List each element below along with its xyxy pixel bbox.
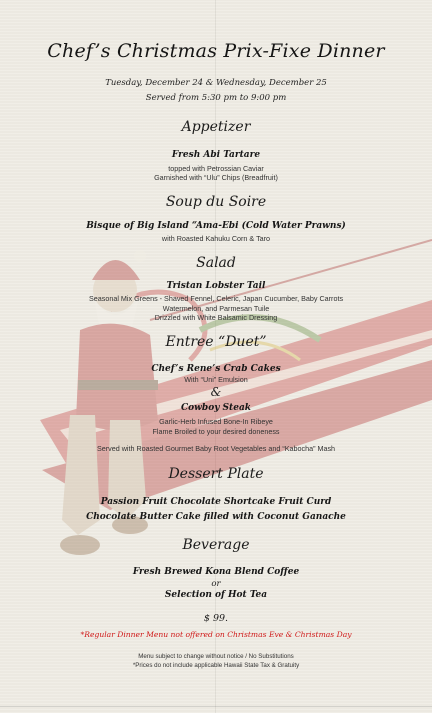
appetizer-desc-1: topped with Petrossian Caviar	[168, 164, 264, 173]
entree-dish-2-desc-1: Garlic-Herb Infused Bone-In Ribeye	[159, 417, 273, 426]
beverage-line-1: Fresh Brewed Kona Blend Coffee	[132, 567, 300, 577]
dessert-dish-1: Passion Fruit Chocolate Shortcake Fruit Curd	[100, 497, 332, 507]
appetizer-dish: Fresh Abi Tartare	[171, 150, 261, 160]
salad-desc-2: Watermelon, and Parmesan Tuile	[162, 304, 270, 313]
beverage-or: or	[211, 579, 221, 589]
appetizer-desc-2: Garnished with “Ulu” Chips (Breadfruit)	[154, 173, 278, 182]
entree-dish-1-desc: With “Uni” Emulsion	[184, 375, 248, 384]
section-salad-heading: Salad	[196, 255, 236, 271]
beverage-line-2: Selection of Hot Tea	[164, 590, 268, 600]
served-hours: Served from 5:30 pm to 9:00 pm	[145, 93, 287, 103]
entree-served-with: Served with Roasted Gourmet Baby Root Vegetables and “Kabocha” Mash	[96, 444, 336, 453]
menu-price: $ 99.	[203, 613, 229, 624]
menu-title: Chef’s Christmas Prix-Fixe Dinner	[47, 40, 385, 62]
section-dessert-heading: Dessert Plate	[168, 466, 264, 482]
regular-menu-note: *Regular Dinner Menu not offered on Christmas Eve & Christmas Day	[80, 630, 352, 639]
dates-line: Tuesday, December 24 & Wednesday, December 25	[105, 78, 327, 88]
section-entree-heading: Entree “Duet”	[165, 334, 267, 350]
salad-desc-3: Drizzled with White Balsamic Dressing	[154, 313, 278, 322]
fine-print-2: *Prices do not include applicable Hawaii State Tax & Gratuity	[132, 662, 300, 669]
fine-print-1: Menu subject to change without notice / No Substitutions	[138, 653, 294, 660]
section-appetizer-heading: Appetizer	[181, 119, 251, 135]
salad-desc-1: Seasonal Mix Greens - Shaved Fennel, Celeric, Japan Cucumber, Baby Carrots	[88, 294, 344, 303]
entree-dish-1: Chef’s Rene’s Crab Cakes	[151, 364, 281, 374]
section-beverage-heading: Beverage	[182, 537, 250, 553]
soup-desc-1: with Roasted Kahuku Corn & Taro	[161, 234, 271, 243]
section-soup-heading: Soup du Soire	[165, 194, 267, 210]
entree-dish-2-desc-2: Flame Broiled to your desired doneness	[152, 427, 280, 436]
soup-dish: Bisque of Big Island “Ama-Ebi (Cold Water Prawns)	[86, 221, 346, 231]
entree-dish-2: Cowboy Steak	[180, 403, 252, 413]
salad-dish: Tristan Lobster Tail	[166, 281, 266, 291]
entree-ampersand: &	[210, 385, 222, 399]
dessert-dish-2: Chocolate Butter Cake filled with Coconut Ganache	[86, 512, 346, 522]
page-bottom-edge	[0, 706, 432, 707]
